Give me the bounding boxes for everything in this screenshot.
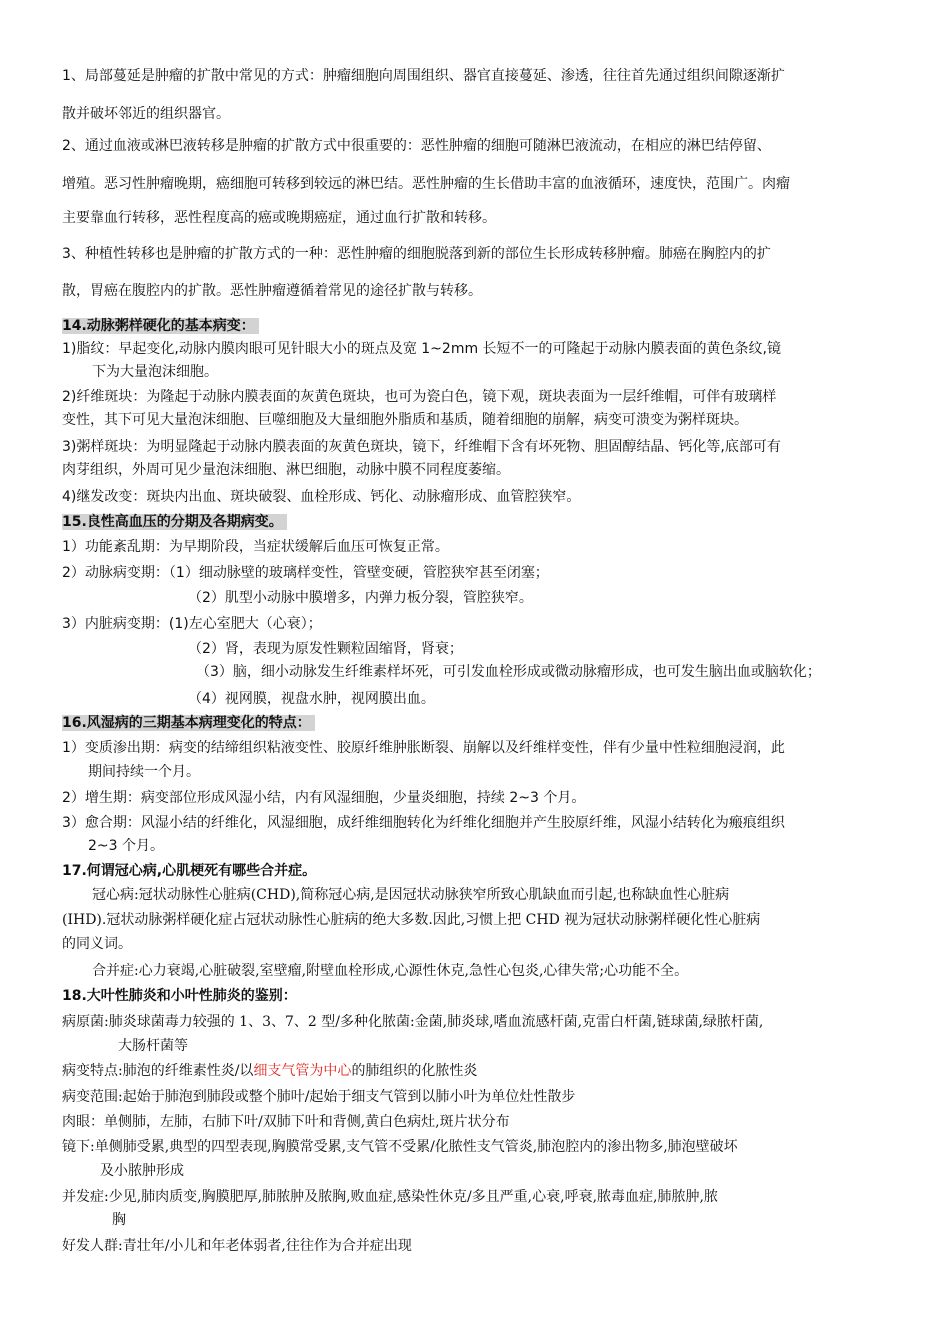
s14-line: 肉芽组织，外周可见少量泡沫细胞、淋巴细胞，动脉中膜不同程度萎缩。: [62, 462, 510, 478]
section-14-heading: [62, 316, 259, 336]
s16-line: 1）变质渗出期：病变的结缔组织粘液变性、胶原纤维肿胀断裂、崩解以及纤维样变性，伴有少量中性粒细胞浸润，此: [62, 740, 785, 756]
s18-lesion-text-b: 的肺组织的化脓性炎: [351, 1063, 478, 1079]
section-17-heading: [62, 861, 316, 881]
para-blood-lymph-line1: 2、通过血液或淋巴液转移是肿瘤的扩散方式中很重要的：恶性肿瘤的细胞可随淋巴液流动，在相应的淋巴结停留、: [62, 138, 771, 154]
para-implant-line2: 散，胃癌在腹腔内的扩散。恶性肿瘤遵循着常见的途径扩散与转移。: [62, 283, 482, 299]
s18-line: 肉眼：单侧肺，左肺，右肺下叶/双肺下叶和背侧,黄白色病灶,斑片状分布: [62, 1114, 510, 1130]
section-16-heading: [62, 713, 315, 733]
s14-line: 4)继发改变：斑块内出血、斑块破裂、血栓形成、钙化、动脉瘤形成、血管腔狭窄。: [62, 489, 581, 505]
s16-line: 3）愈合期：风湿小结的纤维化，风湿细胞，成纤维细胞转化为纤维化细胞并产生胶原纤维，风湿小结转化为瘢痕组织: [62, 815, 785, 831]
section-14-title: 14.动脉粥样硬化的基本病变：: [62, 318, 259, 334]
s14-line: 下为大量泡沫细胞。: [92, 364, 218, 380]
para-blood-lymph-line2: 增殖。恶习性肿瘤晚期，癌细胞可转移到较远的淋巴结。恶性肿瘤的生长借助丰富的血液循环，速度快，范围广。肉瘤: [62, 176, 790, 192]
s15-line: 1）功能紊乱期：为早期阶段，当症状缓解后血压可恢复正常。: [62, 539, 449, 555]
s17-line: 的同义词。: [62, 936, 132, 952]
s18-line-lesion-features: [62, 1061, 477, 1081]
s18-line: 大肠杆菌等: [118, 1038, 188, 1054]
s16-line: 期间持续一个月。: [88, 764, 200, 780]
para-local-spread-line2: 散并破坏邻近的组织器官。: [62, 106, 230, 122]
s18-lesion-text-red: 细支气管为中心: [253, 1063, 352, 1079]
para-blood-lymph-line3: 主要靠血行转移，恶性程度高的癌或晚期癌症，通过血行扩散和转移。: [62, 210, 496, 226]
s15-line: （3）脑，细小动脉发生纤维素样坏死，可引发血栓形成或微动脉瘤形成，也可发生脑出血或脑软化；: [196, 664, 821, 680]
section-18-title: 18.大叶性肺炎和小叶性肺炎的鉴别：: [62, 988, 297, 1004]
s18-line: 病变范围:起始于肺泡到肺段或整个肺叶/起始于细支气管到以肺小叶为单位灶性散步: [62, 1089, 576, 1105]
s14-line: 3)粥样斑块：为明显隆起于动脉内膜表面的灰黄色斑块，镜下，纤维帽下含有坏死物、胆固醇结晶、钙化等,底部可有: [62, 439, 781, 455]
s18-line: 镜下:单侧肺受累,典型的四型表现,胸膜常受累,支气管不受累/化脓性支气管炎,肺泡腔内的渗出物多,肺泡壁破坏: [62, 1139, 738, 1155]
s18-line: 好发人群:青壮年/小儿和年老体弱者,往往作为合并症出现: [62, 1238, 412, 1254]
section-15-title: 15.良性高血压的分期及各期病变。: [62, 514, 287, 530]
s15-line: （4）视网膜，视盘水肿，视网膜出血。: [188, 691, 435, 707]
s17-line: (IHD).冠状动脉粥样硬化症占冠状动脉性心脏病的绝大多数.因此,习惯上把 CHD 视为冠状动脉粥样硬化性心脏病: [62, 912, 761, 928]
para-implant-line1: 3、种植性转移也是肿瘤的扩散方式的一种：恶性肿瘤的细胞脱落到新的部位生长形成转移肿瘤。肺癌在胸腔内的扩: [62, 246, 771, 262]
para-local-spread-line1: 1、局部蔓延是肿瘤的扩散中常见的方式：肿瘤细胞向周围组织、器官直接蔓延、渗透，往往首先通过组织间隙逐渐扩: [62, 68, 785, 84]
section-17-title: 17.何谓冠心病,心肌梗死有哪些合并症。: [62, 863, 317, 879]
section-15-heading: [62, 512, 287, 532]
s18-line: 胸: [112, 1212, 126, 1228]
s17-line: 合并症:心力衰竭,心脏破裂,室壁瘤,附壁血栓形成,心源性休克,急性心包炎,心律失常;心功能不全。: [92, 963, 689, 979]
s17-line: 冠心病:冠状动脉性心脏病(CHD),简称冠心病,是因冠状动脉狭窄所致心肌缺血而引起,也称缺血性心脏病: [92, 887, 730, 903]
s15-line: 2）动脉病变期：（1）细动脉壁的玻璃样变性，管壁变硬，管腔狭窄甚至闭塞；: [62, 565, 549, 581]
s18-line: 及小脓肿形成: [100, 1163, 184, 1179]
s15-line: 3）内脏病变期：(1)左心室肥大（心衰）；: [62, 616, 322, 632]
s15-line: （2）肌型小动脉中膜增多，内弹力板分裂，管腔狭窄。: [188, 590, 533, 606]
s14-line: 1)脂纹：早起变化,动脉内膜肉眼可见针眼大小的斑点及宽 1~2mm 长短不一的可隆起于动脉内膜表面的黄色条纹,镜: [62, 341, 781, 357]
section-18-heading: [62, 986, 297, 1006]
s18-line: 并发症:少见,肺肉质变,胸膜肥厚,肺脓肿及脓胸,败血症,感染性休克/多且严重,心衰,呼衰,脓毒血症,肺脓肿,脓: [62, 1189, 718, 1205]
s15-line: （2）肾，表现为原发性颗粒固缩肾，肾衰；: [188, 641, 463, 657]
s14-line: 2)纤维斑块：为隆起于动脉内膜表面的灰黄色斑块，也可为瓷白色，镜下观，斑块表面为一层纤维帽，可伴有玻璃样: [62, 389, 777, 405]
s18-line: 病原菌:肺炎球菌毒力较强的 1、3、7、2 型/多种化脓菌:金菌,肺炎球,嗜血流感杆菌,克雷白杆菌,链球菌,绿脓杆菌,: [62, 1014, 764, 1030]
s16-line: 2）增生期：病变部位形成风湿小结，内有风湿细胞，少量炎细胞，持续 2~3 个月。: [62, 790, 586, 806]
s18-lesion-text-a: 病变特点:肺泡的纤维素性炎/以: [62, 1063, 254, 1079]
s16-line: 2~3 个月。: [88, 838, 164, 854]
section-16-title: 16.风湿病的三期基本病理变化的特点：: [62, 715, 315, 731]
s14-line: 变性，其下可见大量泡沫细胞、巨噬细胞及大量细胞外脂质和基质，随着细胞的崩解，病变可溃变为粥样斑块。: [62, 412, 748, 428]
